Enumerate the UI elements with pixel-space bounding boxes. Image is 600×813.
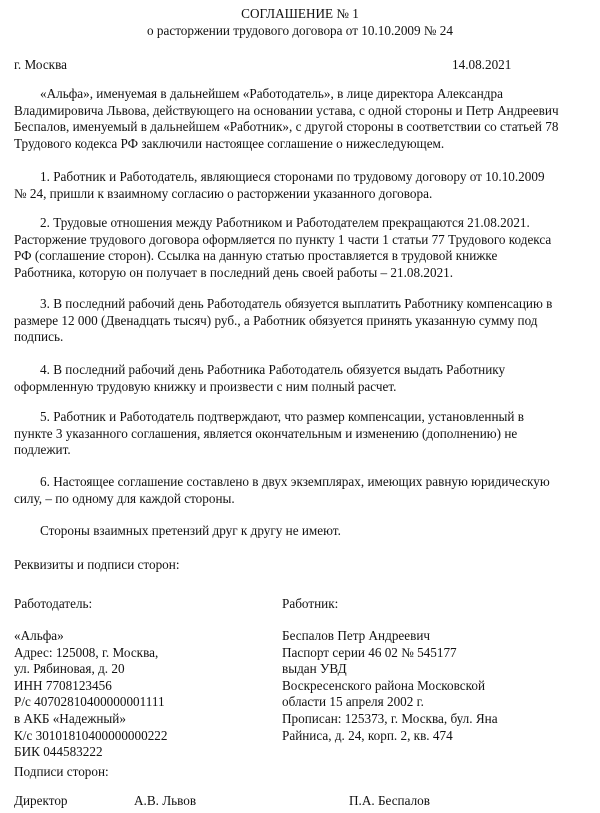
clause-5 [14, 409, 582, 459]
clause-line: 4. В последний рабочий день Работника Работодатель обязуется выдать Работнику [40, 362, 506, 377]
city: г. Москва [14, 57, 67, 72]
employer-bank: в АКБ «Надежный» [14, 710, 126, 726]
document-title: СОГЛАШЕНИЕ № 1 [241, 6, 359, 21]
document-date: 14.08.2021 [452, 57, 512, 72]
employer-corr-account: К/с 30101810400000000222 [14, 727, 168, 743]
employer-details [14, 628, 168, 761]
clause-line: оформленную трудовую книжку и произвести с ним полный расчет. [14, 378, 397, 394]
employee-issue-date: области 15 апреля 2002 г. [282, 694, 424, 710]
employer-street: ул. Рябиновая, д. 20 [14, 661, 125, 677]
employer-name: «Альфа» [14, 628, 64, 643]
employee-registration-cont: Райниса, д. 24, корп. 2, кв. 474 [282, 727, 453, 743]
requisites-heading: Реквизиты и подписи сторон: [14, 557, 180, 572]
employer-bik: БИК 044583222 [14, 744, 103, 760]
clause-line: РФ (соглашение сторон). Ссылка на данную статью проставляется в трудовой книжке [14, 248, 498, 264]
clause-line: подпись. [14, 329, 64, 345]
no-claims-text: Стороны взаимных претензий друг к другу не имеют. [40, 523, 341, 538]
director-label: Директор [14, 793, 68, 808]
employer-account: Р/с 40702810400000001111 [14, 694, 165, 710]
intro-line: «Альфа», именуемая в дальнейшем «Работодатель», в лице директора Александра [40, 86, 503, 101]
director-signature-name: А.В. Львов [134, 793, 197, 808]
intro-line: Трудового кодекса РФ заключили настоящее соглашение о нижеследующем. [14, 135, 445, 151]
employee-details [282, 628, 498, 744]
intro-line: Владимировича Львова, действующего на основании устава, с одной стороны и Петр Андреевич [14, 102, 559, 118]
employee-passport: Паспорт серии 46 02 № 545177 [282, 644, 457, 660]
employee-issued-by: выдан УВД [282, 661, 347, 677]
clause-line: 6. Настоящее соглашение составлено в двух экземплярах, имеющих равную юридическую [40, 474, 550, 489]
intro-paragraph [14, 86, 582, 152]
clause-line: 2. Трудовые отношения между Работником и Работодателем прекращаются 21.08.2021. [40, 215, 530, 230]
signatures-heading: Подписи сторон: [14, 764, 109, 779]
clause-line: пункте 3 указанного соглашения, является окончательным и изменению (дополнению) не [14, 425, 518, 441]
clause-line: 5. Работник и Работодатель подтверждают, что размер компенсации, установленный в [40, 409, 524, 424]
employer-address: Адрес: 125008, г. Москва, [14, 644, 159, 660]
clause-line: подлежит. [14, 442, 71, 458]
employee-heading: Работник: [282, 596, 339, 611]
document-subtitle: о расторжении трудового договора от 10.10.2009 № 24 [147, 23, 453, 38]
employee-issuer-district: Воскресенского района Московской [282, 677, 486, 693]
employee-signature-name: П.А. Беспалов [349, 793, 430, 808]
clause-line: Расторжение трудового договора оформляется по пункту 1 части 1 статьи 77 Трудового кодекса [14, 231, 552, 247]
clause-4 [14, 362, 582, 395]
clause-line: 1. Работник и Работодатель, являющиеся сторонами по трудовому договору от 10.10.2009 [40, 169, 545, 184]
clause-line: размере 12 000 (Двенадцать тысяч) руб., а Работник обязуется принять указанную сумму под [14, 312, 538, 328]
clause-line: силу, – по одному для каждой стороны. [14, 490, 235, 506]
employee-registration: Прописан: 125373, г. Москва, бул. Яна [282, 710, 498, 726]
clause-3 [14, 296, 582, 346]
clause-6 [14, 474, 582, 507]
employer-heading: Работодатель: [14, 596, 93, 611]
no-claims-paragraph [14, 523, 582, 540]
clause-line: № 24, пришли к взаимному согласию о расторжении указанного договора. [14, 185, 433, 201]
intro-line: Беспалов, именуемый в дальнейшем «Работник», с другой стороны в соответствии со статьей 78 [14, 119, 559, 135]
clause-2 [14, 215, 582, 281]
employer-inn: ИНН 7708123456 [14, 677, 112, 693]
employee-name: Беспалов Петр Андреевич [282, 628, 431, 643]
clause-1 [14, 169, 582, 202]
clause-line: Работника, которую он получает в последний день своей работы – 21.08.2021. [14, 264, 454, 280]
clause-line: 3. В последний рабочий день Работодатель обязуется выплатить Работнику компенсацию в [40, 296, 553, 311]
